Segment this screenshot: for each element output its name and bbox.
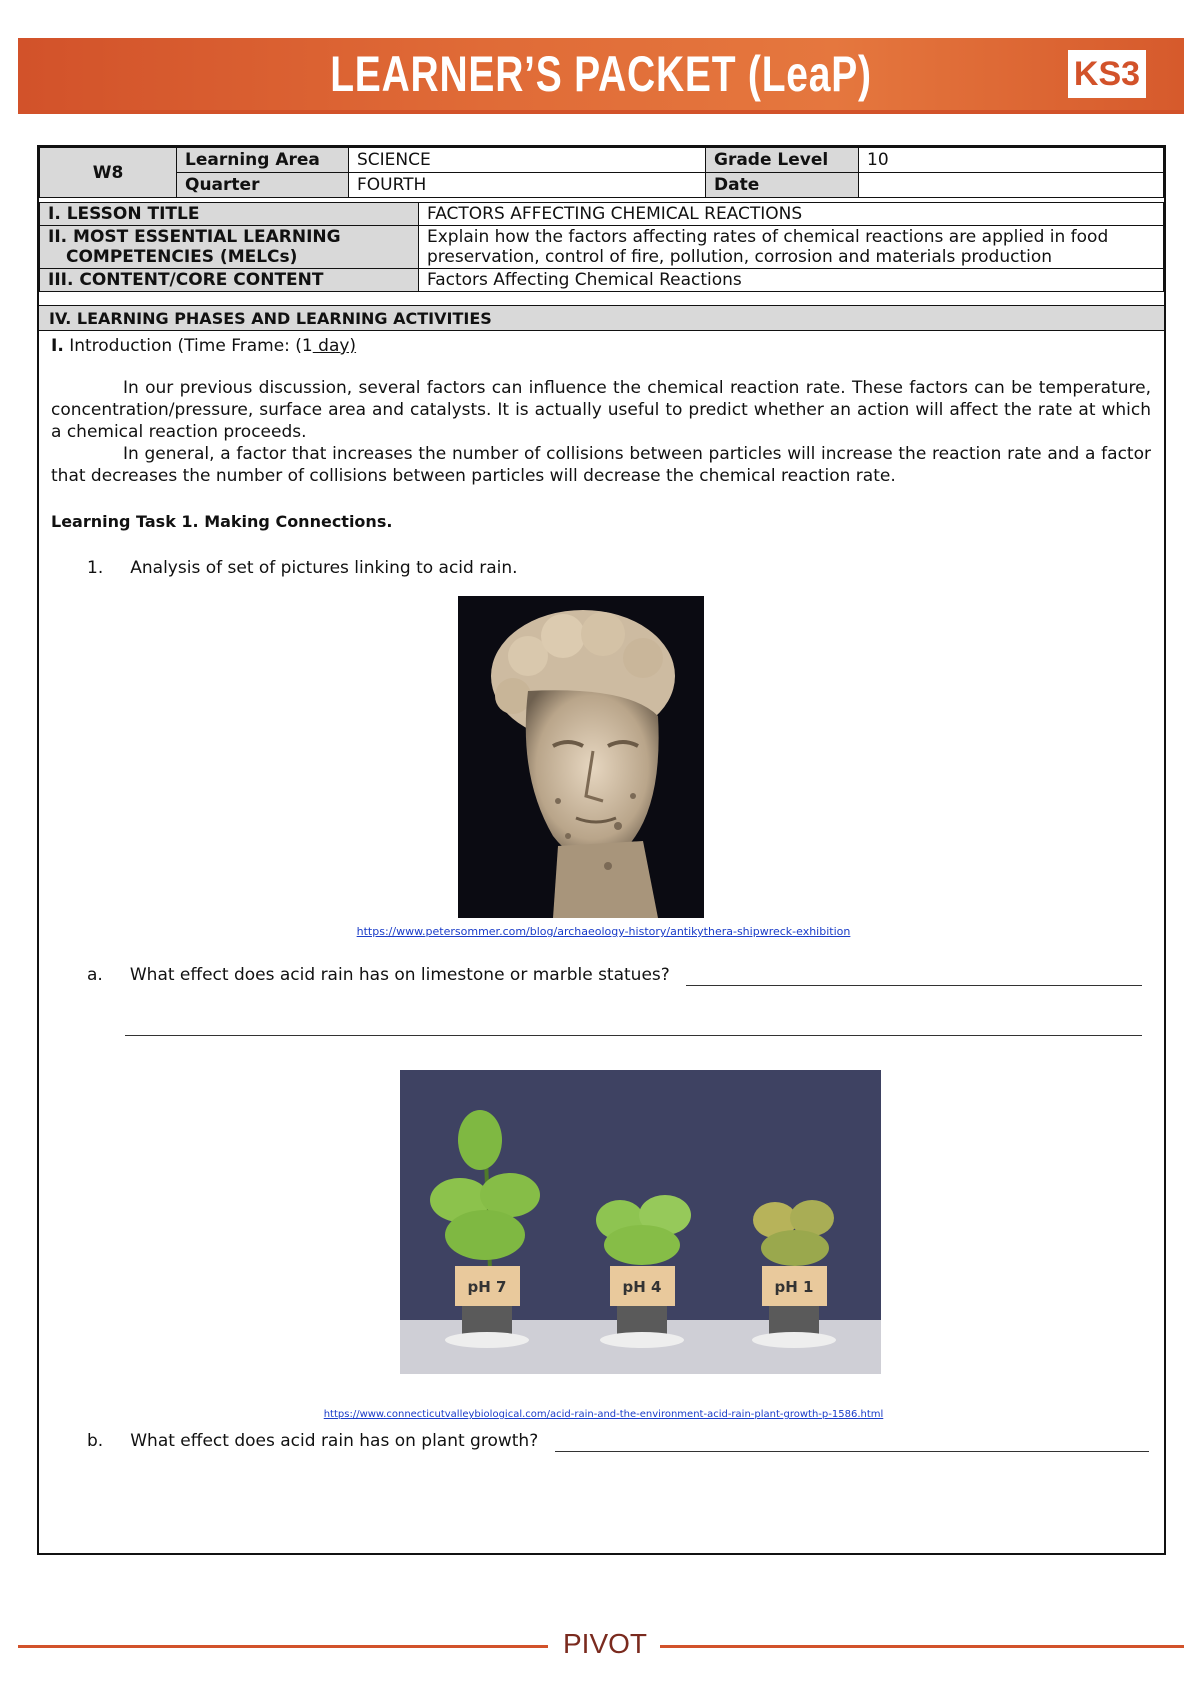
intro-day: day) [312,336,357,356]
answer-a-line-2[interactable] [125,1035,1142,1036]
question-a [87,965,670,985]
question-a-label: a. [87,965,103,985]
task-item-1-number: 1. [87,558,104,578]
intro-paragraph-2: In general, a factor that increases the number of collisions between particles will increase the reaction rate and a factor that decreases the number of collisions between particles will decrease the chemical reaction rate. [51,444,1151,486]
date-value[interactable] [859,173,1164,198]
lesson-info-table [39,202,1164,292]
plants-source-link[interactable]: https://www.connecticutvalleybiological.com/acid-rain-and-the-environment-acid-rain-plant-growth-p-1586.html [323,1409,884,1420]
header-banner [18,38,1184,110]
content-value: Factors Affecting Chemical Reactions [419,269,1164,292]
lesson-title-label: I. LESSON TITLE [40,203,419,226]
footer-line-left [18,1645,548,1648]
week-label: W8 [40,148,177,198]
lesson-title-value: FACTORS AFFECTING CHEMICAL REACTIONS [419,203,1164,226]
intro-label: Introduction (Time Frame: (1 [69,336,313,356]
melc-value: Explain how the factors affecting rates of chemical reactions are applied in food preservation, control of fire, pollution, corrosion and materials production [419,226,1164,269]
task-title: Learning Task 1. Making Connections. [51,512,393,531]
melc-label-line1: II. MOST ESSENTIAL LEARNING [48,227,341,247]
marble-statue-image [458,596,704,918]
plant-label-1: pH 7 [467,1278,507,1296]
question-b-text: What effect does acid rain has on plant growth? [130,1431,539,1451]
question-b-label: b. [87,1431,104,1451]
ks3-badge: KS3 [1068,50,1146,98]
question-b [87,1431,538,1451]
task-item-1-text: Analysis of set of pictures linking to acid rain. [130,558,518,578]
packet-title: LEARNER’S PACKET (LeaP) [330,46,872,102]
task-item-1 [51,557,1151,579]
melc-label-line2: COMPETENCIES (MELCs) [66,247,298,267]
quarter-label: Quarter [177,173,349,198]
banner-underline [18,110,1184,114]
grade-level-value[interactable]: 10 [859,148,1164,173]
intro-paragraph-1: In our previous discussion, several factors can influence the chemical reaction rate. These factors can be temperature, concentration/pressure, surface area and catalysts. It is actually useful to predict whether an action will affect the rate at which a chemical reaction proceeds. [51,378,1151,442]
quarter-value[interactable]: FOURTH [349,173,706,198]
answer-b-line[interactable] [555,1451,1149,1452]
pivot-logo: PIVOT [562,1628,647,1659]
phase-title: IV. LEARNING PHASES AND LEARNING ACTIVITIES [39,305,1164,331]
date-label: Date [706,173,859,198]
footer-line-right [660,1645,1184,1648]
learning-area-label: Learning Area [177,148,349,173]
plant-label-3: pH 1 [774,1278,814,1296]
statue-source-link[interactable]: https://www.petersommer.com/blog/archaeology-history/antikythera-shipwreck-exhibition [356,925,851,938]
content-label: III. CONTENT/CORE CONTENT [40,269,419,292]
intro-heading [51,335,1151,357]
melc-label [40,226,419,269]
answer-a-line-1[interactable] [686,985,1142,986]
intro-numeral: I. [51,336,64,356]
plant-label-2: pH 4 [622,1278,662,1296]
acid-rain-plants-image [400,1070,881,1374]
intro-section [51,335,1151,579]
question-a-text: What effect does acid rain has on limestone or marble statues? [129,965,670,985]
grade-level-label: Grade Level [706,148,859,173]
header-table [39,147,1164,198]
learning-area-value[interactable]: SCIENCE [349,148,706,173]
